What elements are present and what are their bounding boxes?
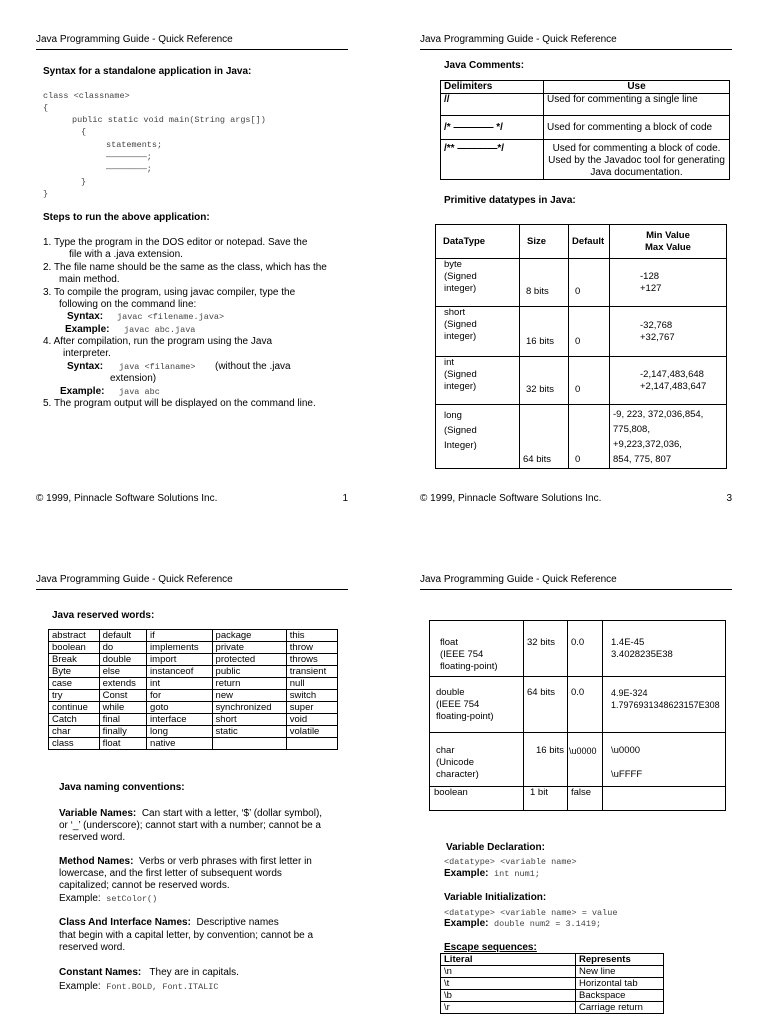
size-cell: 64 bits	[520, 405, 569, 469]
escape-meaning-cell: Horizontal tab	[576, 978, 664, 990]
table-cell: //	[441, 94, 544, 116]
reserved-word-cell: throws	[286, 654, 337, 666]
max-value: +32,767	[640, 331, 675, 343]
escape-meaning-cell: New line	[576, 966, 664, 978]
reserved-heading: Java reserved words:	[52, 610, 155, 621]
reserved-word-cell: else	[99, 666, 146, 678]
range-cell	[610, 259, 727, 307]
table-cell: /** ————*/	[441, 140, 544, 180]
step-text: 4. After compilation, run the program using the Java	[43, 336, 273, 347]
size-cell: 64 bits	[524, 677, 568, 733]
page-header: Java Programming Guide - Quick Reference	[420, 574, 732, 590]
size-cell: 8 bits	[520, 259, 569, 307]
reserved-word-cell: static	[212, 726, 286, 738]
type-desc: integer)	[444, 283, 477, 294]
step-text: 3. To compile the program, using javac compiler, type the	[43, 287, 296, 298]
comments-table	[440, 80, 730, 180]
reserved-word-cell: public	[212, 666, 286, 678]
var-decl-heading: Variable Declaration:	[446, 842, 545, 853]
reserved-word-cell: for	[147, 690, 213, 702]
size-cell: 32 bits	[524, 621, 568, 677]
reserved-word-cell: this	[286, 630, 337, 642]
type-desc: floating-point)	[436, 711, 494, 722]
max-header: Max Value	[645, 241, 691, 253]
code-line: ————————;	[106, 152, 152, 162]
reserved-word-cell: case	[49, 678, 100, 690]
page-1	[36, 34, 348, 504]
example-label: Example:	[65, 324, 110, 335]
var-names-label: Variable Names:	[59, 808, 137, 819]
reserved-word-cell: instanceof	[147, 666, 213, 678]
type-name: float	[440, 637, 458, 648]
max-value: 1.7976931348623157E308	[611, 700, 720, 710]
reserved-word-cell: try	[49, 690, 100, 702]
var-decl-example: int num1;	[494, 869, 540, 879]
method-example-line	[59, 893, 157, 904]
table-header: DataType	[436, 225, 520, 259]
type-desc: (Signed	[444, 271, 477, 282]
type-cell	[430, 621, 524, 677]
step-text: 5. The program output will be displayed on the command line.	[43, 398, 316, 409]
type-desc: floating-point)	[440, 661, 498, 672]
var-init-example: double num2 = 3.1419;	[494, 919, 602, 929]
table-row	[436, 357, 727, 405]
reserved-word-cell: final	[99, 714, 146, 726]
reserved-word-cell: continue	[49, 702, 100, 714]
reserved-word-cell: long	[147, 726, 213, 738]
step-text: (without the .java	[215, 361, 291, 372]
range-cell	[603, 621, 726, 677]
step-text: 1. Type the program in the DOS editor or notepad. Save the	[43, 237, 308, 248]
range-value: +9,223,372,036,	[613, 439, 682, 450]
code-line: public static void main(String args[])	[72, 115, 266, 125]
reserved-words-table	[48, 629, 338, 750]
max-value: +2,147,483,647	[640, 380, 707, 392]
table-row	[436, 405, 727, 469]
range-cell	[603, 787, 726, 811]
syntax-label: Syntax:	[67, 361, 104, 372]
var-decl-syntax: <datatype> <variable name>	[444, 857, 577, 867]
table-row	[49, 666, 338, 678]
reserved-word-cell: Byte	[49, 666, 100, 678]
min-value: \u0000	[611, 745, 641, 756]
type-name: char	[436, 745, 455, 756]
reserved-word-cell: transient	[286, 666, 337, 678]
const-example-label: Example:	[59, 981, 101, 992]
var-init-heading: Variable Initialization:	[444, 892, 547, 903]
reserved-word-cell: boolean	[49, 642, 100, 654]
min-value: 4.9E-324	[611, 688, 648, 698]
page-footer	[36, 493, 348, 504]
escape-literal-cell: \r	[441, 1002, 576, 1014]
code-line: }	[81, 177, 87, 187]
default-cell: 0	[569, 357, 610, 405]
reserved-word-cell: implements	[147, 642, 213, 654]
size-cell: 1 bit	[524, 787, 568, 811]
table-row	[430, 733, 726, 787]
table-row	[49, 738, 338, 750]
reserved-word-cell: private	[212, 642, 286, 654]
reserved-word-cell: int	[147, 678, 213, 690]
class-names-line	[59, 917, 279, 928]
range-value: 775,808,	[613, 424, 650, 435]
reserved-word-cell: class	[49, 738, 100, 750]
default-cell: \u0000	[568, 733, 603, 787]
max-value: \uFFFF	[611, 769, 643, 780]
type-desc: character)	[436, 769, 479, 780]
page-header: Java Programming Guide - Quick Reference	[420, 34, 732, 50]
page-3	[420, 34, 732, 504]
reserved-word-cell: package	[212, 630, 286, 642]
method-example-label: Example:	[59, 893, 101, 904]
min-value: -32,768	[640, 319, 673, 331]
code-line: {	[81, 127, 87, 137]
table-header	[610, 225, 727, 259]
min-header: Min Value	[646, 229, 690, 241]
escape-literal-cell: \b	[441, 990, 576, 1002]
table-cell: Used for commenting a block of code	[544, 116, 730, 140]
class-names-text: that begin with a capital letter, by convention; cannot be a	[59, 930, 314, 941]
step-text: following on the command line:	[59, 299, 197, 310]
table-row	[49, 642, 338, 654]
table-row	[436, 259, 727, 307]
reserved-word-cell: short	[212, 714, 286, 726]
table-row	[441, 978, 664, 990]
syntax-code: javac <filename.java>	[117, 312, 225, 322]
step-text: extension)	[110, 373, 157, 384]
method-names-text: Verbs or verb phrases with first letter in	[139, 856, 312, 867]
reserved-word-cell: Break	[49, 654, 100, 666]
var-init-example-line	[444, 918, 601, 929]
code-line: ————————;	[106, 164, 152, 174]
example-code: java abc	[119, 387, 160, 397]
escape-table	[440, 953, 664, 1014]
table-row	[49, 726, 338, 738]
range-value: -9, 223, 372,036,854,	[613, 409, 704, 420]
table-row	[49, 630, 338, 642]
const-names-label: Constant Names:	[59, 967, 142, 978]
range-cell	[610, 307, 727, 357]
min-value: -2,147,483,648	[640, 368, 704, 380]
type-cell: boolean	[430, 787, 524, 811]
type-desc: (IEEE 754	[440, 649, 484, 660]
code-line: }	[43, 189, 49, 199]
range-cell	[603, 677, 726, 733]
reserved-word-cell: synchronized	[212, 702, 286, 714]
reserved-word-cell: extends	[99, 678, 146, 690]
step-text: 2. The file name should be the same as the class, which has the	[43, 262, 327, 273]
default-cell: 0.0	[568, 621, 603, 677]
table-row	[436, 307, 727, 357]
const-example-line	[59, 981, 218, 992]
default-cell: 0	[569, 307, 610, 357]
page-number: 3	[726, 493, 732, 504]
reserved-word-cell: throw	[286, 642, 337, 654]
steps-heading: Steps to run the above application:	[43, 212, 210, 223]
primitive-heading: Primitive datatypes in Java:	[444, 195, 576, 206]
reserved-word-cell: new	[212, 690, 286, 702]
reserved-word-cell: void	[286, 714, 337, 726]
method-example-code: setColor()	[106, 894, 158, 904]
type-desc: integer)	[444, 331, 477, 342]
range-value: 854, 775, 807	[613, 454, 672, 465]
code-line: {	[43, 103, 49, 113]
reserved-word-cell: while	[99, 702, 146, 714]
table-cell: /* ———— */	[441, 116, 544, 140]
table-row	[441, 990, 664, 1002]
escape-literal-cell: \n	[441, 966, 576, 978]
size-cell: 16 bits	[524, 733, 568, 787]
reserved-word-cell: float	[99, 738, 146, 750]
max-value: 3.4028235E38	[611, 649, 673, 660]
primitive-table-continued	[429, 620, 726, 811]
class-names-text: Descriptive names	[196, 917, 279, 928]
table-row	[430, 787, 726, 811]
type-cell	[436, 259, 520, 307]
reserved-word-cell: abstract	[49, 630, 100, 642]
size-cell: 16 bits	[520, 307, 569, 357]
type-cell	[436, 357, 520, 405]
reserved-word-cell: super	[286, 702, 337, 714]
step-text: interpreter.	[63, 348, 111, 359]
type-desc: integer)	[444, 381, 477, 392]
type-cell	[430, 733, 524, 787]
reserved-word-cell: char	[49, 726, 100, 738]
var-names-line	[59, 808, 322, 819]
table-row	[441, 1002, 664, 1014]
table-header: Represents	[576, 954, 664, 966]
table-header: Size	[520, 225, 569, 259]
syntax-label: Syntax:	[67, 311, 104, 322]
method-names-label: Method Names:	[59, 856, 134, 867]
default-cell: 0	[569, 259, 610, 307]
table-cell: Used for commenting a single line	[544, 94, 730, 116]
type-desc: Integer)	[444, 440, 477, 451]
var-decl-example-line	[444, 868, 540, 879]
type-desc: (Signed	[444, 425, 477, 436]
primitive-table	[435, 224, 727, 469]
reserved-word-cell	[286, 738, 337, 750]
page-footer	[420, 493, 732, 504]
const-names-text: They are in capitals.	[149, 967, 239, 978]
footer-copyright: © 1999, Pinnacle Software Solutions Inc.	[420, 493, 602, 504]
method-names-line	[59, 856, 312, 867]
var-init-syntax: <datatype> <variable name> = value	[444, 908, 618, 918]
type-desc: (Unicode	[436, 757, 475, 768]
table-header: Use	[544, 81, 730, 94]
table-header: Default	[569, 225, 610, 259]
reserved-word-cell: switch	[286, 690, 337, 702]
reserved-word-cell: Const	[99, 690, 146, 702]
range-cell	[610, 405, 727, 469]
type-name: long	[444, 410, 462, 421]
type-desc: (Signed	[444, 319, 477, 330]
table-row	[430, 621, 726, 677]
example-label: Example:	[60, 386, 105, 397]
table-row	[49, 714, 338, 726]
type-cell	[430, 677, 524, 733]
type-cell	[436, 307, 520, 357]
type-cell	[436, 405, 520, 469]
escape-meaning-cell: Carriage return	[576, 1002, 664, 1014]
max-value: +127	[640, 282, 662, 294]
reserved-word-cell: default	[99, 630, 146, 642]
class-names-text: reserved word.	[59, 942, 126, 953]
reserved-word-cell: Catch	[49, 714, 100, 726]
range-cell	[603, 733, 726, 787]
page-header: Java Programming Guide - Quick Reference	[36, 34, 348, 50]
type-name: int	[444, 357, 455, 368]
escape-literal-cell: \t	[441, 978, 576, 990]
reserved-word-cell	[212, 738, 286, 750]
reserved-word-cell: if	[147, 630, 213, 642]
table-header: Delimiters	[441, 81, 544, 94]
step-text: main method.	[59, 274, 120, 285]
type-name: byte	[444, 259, 462, 270]
code-line: class <classname>	[43, 91, 130, 101]
var-names-text: reserved word.	[59, 832, 126, 843]
page-2	[36, 574, 348, 992]
type-desc: (Signed	[444, 369, 477, 380]
table-header: Literal	[441, 954, 576, 966]
var-names-text: or ‘_’ (underscore); cannot start with a number; cannot be a	[59, 820, 321, 831]
example-code: javac abc.java	[124, 325, 196, 335]
page-number: 1	[342, 493, 348, 504]
method-names-text: capitalized; cannot be reserved words.	[59, 880, 230, 891]
table-row	[49, 702, 338, 714]
example-label: Example:	[444, 868, 489, 879]
type-desc: (IEEE 754	[436, 699, 480, 710]
class-names-label: Class And Interface Names:	[59, 917, 191, 928]
page-header: Java Programming Guide - Quick Reference	[36, 574, 348, 590]
comments-heading: Java Comments:	[444, 60, 525, 71]
reserved-word-cell: goto	[147, 702, 213, 714]
naming-heading: Java naming conventions:	[59, 782, 185, 793]
footer-copyright: © 1999, Pinnacle Software Solutions Inc.	[36, 493, 218, 504]
table-row	[49, 654, 338, 666]
reserved-word-cell: native	[147, 738, 213, 750]
example-label: Example:	[444, 918, 489, 929]
default-cell: 0.0	[568, 677, 603, 733]
method-names-text: lowercase, and the first letter of subsequent words	[59, 868, 282, 879]
reserved-word-cell: finally	[99, 726, 146, 738]
reserved-word-cell: do	[99, 642, 146, 654]
table-cell: Used for commenting a block of code. Used by the Javadoc tool for generating Java documentation.	[544, 140, 730, 180]
const-example-code: Font.BOLD, Font.ITALIC	[106, 982, 219, 992]
syntax-code: java <filaname>	[119, 362, 196, 372]
var-names-text: Can start with a letter, ‘$’ (dollar symbol),	[141, 808, 323, 819]
default-cell: 0	[569, 405, 610, 469]
escape-heading: Escape sequences:	[444, 942, 537, 953]
type-name: short	[444, 307, 466, 318]
reserved-word-cell: import	[147, 654, 213, 666]
type-name: double	[436, 687, 465, 698]
const-names-line	[59, 967, 239, 978]
step-text: file with a .java extension.	[69, 249, 183, 260]
table-row	[430, 677, 726, 733]
page-4	[420, 574, 732, 1013]
table-row	[441, 966, 664, 978]
reserved-word-cell: volatile	[286, 726, 337, 738]
size-cell: 32 bits	[520, 357, 569, 405]
reserved-word-cell: null	[286, 678, 337, 690]
default-cell: false	[568, 787, 603, 811]
table-row	[49, 690, 338, 702]
min-value: 1.4E-45	[611, 637, 645, 648]
range-cell	[610, 357, 727, 405]
min-value: -128	[640, 270, 660, 282]
reserved-word-cell: double	[99, 654, 146, 666]
code-line: statements;	[106, 140, 163, 150]
reserved-word-cell: return	[212, 678, 286, 690]
reserved-word-cell: interface	[147, 714, 213, 726]
escape-meaning-cell: Backspace	[576, 990, 664, 1002]
syntax-heading: Syntax for a standalone application in Java:	[43, 66, 252, 77]
table-row	[49, 678, 338, 690]
reserved-word-cell: protected	[212, 654, 286, 666]
